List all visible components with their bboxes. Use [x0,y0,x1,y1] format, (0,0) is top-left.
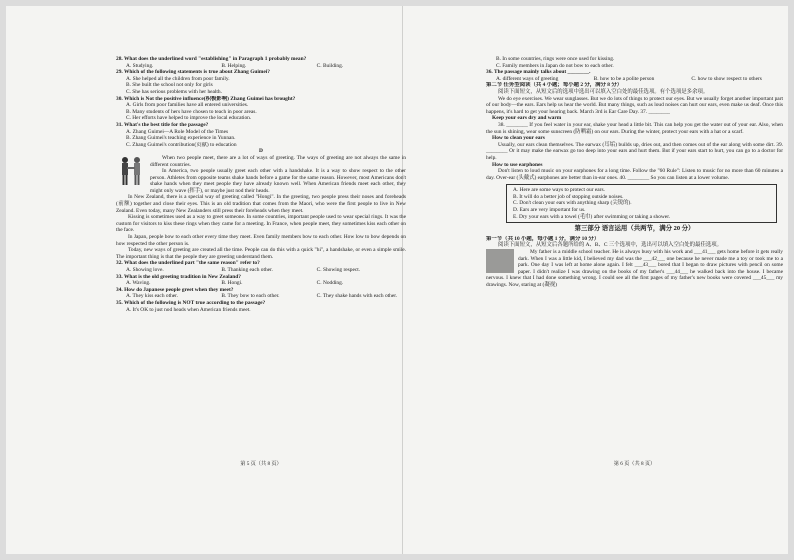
right-page: B. In some countries, rings were once used for kissing. C. Family members in Japan do not bow to each other. 36. The passage mainly talks about ________. A. different ways of greeting B. how to be a polite person C. how to show respect to others 第二节 任务型阅读（共 4 小题；每小题 2 分，满分 8 分） 阅读下面短文，从短文后的选项中选出可以填入空白处的最佳选项。有个选项是多余项。 We do eye exercises. We wear sunglasses. But we do lots of things to protect our eyes. But we usually forget another important part of our body—the ears. Ears help us hear the world. But many things, such as loud noises can hurt our ears, even make us deaf. Once this happens, it's hard to get your hearing back. March 3rd is Ear Care Day. 37. ________ Keep your ears dry and warm 38. ________ If you feel water in your ear, shake your head a little bit. This can help you get the water out of your ear. Also, when the sun is shining, wear some sunscreen (防晒霜) on our ears. During the winter, protect your ears with a hat or a scarf. How to clean your ears Usually, our ears clean themselves. The earwax (耳垢) builds up, dries out, and then comes out of the ear along with some dirt. 39. ________ Or it may make the earwax go too deep into your ears and hurt them. But if your ears start to hurt, you can go to a doctor for help. How to use earphones Don't listen to loud music on your earphones for a long time. Follow the "60 Rule": Listen to music for no more than 60 minutes a day. Over-ear (头戴式) earphones are better than in-ear ones. 40. ________ So you can listen at a lower volume. A. Here are some ways to protect our ears. B. It will do a better job of stopping outside noises. C. Don't clean your ears with anything sharp (尖锐的). D. Ears are very important for us. E. Dry your ears with a towel (毛巾) after swimming or taking a shower. 第三部分 语言运用（共两节，满分 20 分） 第一节（共 10 小题，每小题 1 分，满分 10 分） 阅读下面短文，从短文后各题所给的 A、B、C 三个选项中，选出可以填入空白处的最佳选项。 My father is a middle school teacher. He is always busy with his work and ___41___ gets home before it gets really dark. When I was a little kid, I believed my dad was the ___42___ one because he never made me a toy or took me to a park. One day I was left at home alone again. I felt ___43___ bored that I began to draw pictures with pencil on some paper. I didn't realize I was drawing on the books of my father's ___44___ he walked back into the house. I became nervous. I knew that I had done something wrong. I could see all the first pages of my father's new books were covered ___45___ my drawings. Now, staring at (凝视) 第 6 页（共 8 页） [486,56,783,467]
options-34 [116,293,406,300]
question-36: 36. The passage mainly talks about ________. [486,69,591,76]
option: A. She helped all the children from poor family. [126,75,230,82]
question-30: 30. Which is Not the positive influence(积极影响) Zhang Guimei has brought? [116,95,296,102]
left-page: 28. What does the underlined word "establishing" in Paragraph 1 probably mean? A. Studying. B. Helping. C. Building. 29. Which of the following statements is true about Zhang Guimei? A. She helped all the children from poor family. B. She built the school not only for girls C. She has serious problems with her health. 30. Which is Not the positive influence(积极影响) Zhang Guimei has brought? A. Girls from poor families have all entered universities. B. Many students of hers have chosen to teach in poor areas. C. Her efforts have helped to improve the local education. 31. What's the best title for the passage? A. Zhang Guimei—A Role Model of the Times B. Zhang Guimei's teaching experience in Yunnan. C. Zhang Guimei's contribution(贡献) to education D When two people meet, there are a lot of ways of greeting. The ways of greeting are not always the same in different countries. In America, two people usually greet each other with a handshake. It is a way to show respect to the other person. Athletes from opposite teams shake hands before a game for the same reason. However, most Americans don't shake hands when they meet people they have already known well. When American friends meet each other, they might only wave (挥手), or maybe just nod their heads. In New Zealand, there is a special way of greeting called "Hongi". In the greeting, two people press their noses and foreheads (前额) together and close their eyes. This is an old tradition that comes from the Maori, who were the first people to live in New Zealand. Even today, many New Zealanders still press their foreheads when they meet. Kissing is sometimes used as a way to greet someone. In some countries, important people used to wear special rings. It was the custom for visitors to kiss these rings when they came for a meeting. In France, when people meet, they sometimes kiss each other on the face. In Japan, people bow to each other every time they meet. Even family members bow to each other. How low to bow depends on how respected the other person is. Today, new ways of greeting are created all the time. People can do this with a quick "hi", a handshake, or even a simple smile. The important thing is that the people they are greeting understand them. 32. What does the underlined part "the same reason" refer to? A. Showing love. B. Thanking each other. C. Showing respect. 33. What is the old greeting tradition in New Zealand? A. Waving. B. Hongi. C. Nodding. 34. How do Japanese people greet when they meet? A. They kiss each other. B. They bow to each other. C. They shake hands with each other. 35. Which of the following is NOT true according to the passage? A. It's OK to just nod heads when American friends meet. 第 5 页（共 8 页） [116,56,407,467]
text: greeting are not always the same in different countries. [150,154,406,168]
option: C. Showing respect. [316,267,361,273]
option: B. Hongi. [221,280,243,287]
section-1-instructions: 阅读下面短文，从短文后各题所给的 A、B、C 三个选项中，选出可以填入空白处的最佳选项。 [498,242,723,249]
subheading-clean: How to clean your ears [492,135,545,142]
option: A. They kiss each other. [126,293,178,300]
handshake-illustration [116,155,146,187]
section-2-instructions: 阅读下面短文，从短文后的选项中选出可以填入空白处的最佳选项。有个选项是多余项。 [498,88,709,95]
option: C. Her efforts have helped to improve the local education. [126,115,252,122]
section-1-title: 第一节（共 10 小题，每小题 1 分，满分 10 分） [486,235,600,242]
option: A. Showing love. [126,267,164,273]
option: C. Family members in Japan do not bow to each other. [496,62,614,69]
option: C. Nodding. [316,280,344,287]
option: B. She built the school not only for girls [126,82,213,89]
options-28 [116,63,406,70]
option: A. Girls from poor families have all entered universities. [126,102,249,109]
section-d-heading: D [259,148,263,155]
option: C. They shake hands with each other. [316,293,398,300]
option: B. Many students of hers have chosen to teach in poor areas. [126,108,257,115]
passage-para1: We do eye exercises. We wear sunglasses. But we do lots of things to protect our eyes. But we usually forget another important part of our body—the ears. Ears help us hear the world. But many things, such as loud noises can hurt our ears, even make us deaf. Once this happens, it's hard to get your hearing back. March 3rd is Ear Care Day. 37. ________ [486,95,783,115]
option: B. In some countries, rings were once used for kissing. [496,56,615,62]
passage-d-para4: Kissing is sometimes used as a way to greet someone. In some countries, important people used to wear special rings. It was the custom for visitors to kiss these rings when they came for a meeting. In France, when people meet, they sometimes kiss each other on the face. [116,214,406,234]
part-3-title: 第三部分 语言运用（共两节，满分 20 分） [574,225,695,233]
question-32: 32. What does the underlined part "the same reason" refer to? [116,260,260,267]
child-photo [486,249,514,273]
options-36 [486,76,783,83]
option: B. how to be a polite person [593,75,655,82]
box-option: C. Don't clean your ears with anything sharp (尖锐的). [513,200,632,207]
option: A. Waving. [126,280,151,287]
option: B. Thanking each other. [221,267,273,273]
text: In America, two people usually greet each other with a handshake. It is a [162,168,330,175]
box-option: A. Here are some ways to protect our ears. [513,187,605,194]
option: A. Zhang Guimei—A Role Model of the Times [126,128,229,135]
question-29: 29. Which of the following statements is true about Zhang Guimei? [116,69,270,76]
text: When two people meet, there are a lot of ways of greeting. The ways of [162,154,325,161]
passage-d-para5: In Japan, people bow to each other every time they meet. Even family members bow to each other. How low to bow depends on how respected the other person is. [116,234,406,247]
question-34: 34. How do Japanese people greet when they meet? [116,286,234,293]
option: C. how to show respect to others [691,75,762,82]
passage-para4: Don't listen to loud music on your earphones for a long time. Follow the "60 Rule": Listen to music for no more than 60 minutes a day. Over-ear (头戴式) earphones are better than in-ear ones. 40. ________ So you can listen at a lower volume. [486,168,783,181]
option: B. Helping. [221,62,247,69]
text: way to show respect to the other person. Athletes from opposite teams shake [150,168,406,181]
question-33: 33. What is the old greeting tradition in New Zealand? [116,273,241,280]
option: A. Studying. [126,62,154,69]
options-33 [116,280,406,287]
question-28: 28. What does the underlined word "establishing" in Paragraph 1 probably mean? [116,56,307,62]
section-2-title: 第二节 任务型阅读（共 4 小题；每小题 2 分，满分 8 分） [486,82,623,89]
box-option: D. Ears are very important for us. [513,207,586,214]
passage-d-para2 [116,168,406,194]
cloze-passage: My father is a middle school teacher. He is always busy with his work and ___41___ gets home before it gets really dark. When I was a little kid, I believed my dad was the ___42___ one because he never made me a toy or took me to a park. One day I was left at home alone again. I felt ___43___ bored that I began to draw pictures with pencil on some paper. I didn't realize I was drawing on the books of my father's ___44___ he walked back into the house. I became nervous. I knew that I had done something wrong. I could see all the first pages of my father's new books were covered ___45___ my drawings. Now, staring at (凝视) [486,249,783,288]
question-35: 35. Which of the following is NOT true according to the passage? [116,299,266,306]
option: B. Zhang Guimei's teaching experience in Yunnan. [126,135,236,142]
subheading-earphones: How to use earphones [492,161,543,168]
text: hands before a game for the same reason. However, most Americans don't shake hands when they meet people they have already known well. When American friends meet each other, they might only wave (挥手), or maybe just nod their heads. [150,174,407,194]
exam-sheet [6,6,788,554]
option: A. It's OK to just nod heads when American friends meet. [126,306,251,313]
passage-para3: Usually, our ears clean themselves. The earwax (耳垢) builds up, dries out, and then comes out of the ear along with some dirt. 39. ________ Or it may make the earwax go too deep into your ears and hurt them. But if your ears start to hurt, you can go to a doctor for help. [486,141,783,161]
box-option: B. It will do a better job of stopping outside noises. [513,193,624,200]
passage-para2: 38. ________ If you feel water in your ear, shake your head a little bit. This can help you get the water out of your ear. Also, when the sun is shining, wear some sunscreen (防晒霜) on our ears. During the winter, protect your ears with a hat or a scarf. [486,121,783,135]
option: C. Building. [316,62,344,69]
passage-d-para6: Today, new ways of greeting are created all the time. People can do this with a quick "hi", a handshake, or even a simple smile. The important thing is that the people they are greeting understand them. [116,247,406,260]
box-option: E. Dry your ears with a towel (毛巾) after swimming or taking a shower. [513,213,671,220]
option: A. different ways of greeting [496,75,559,82]
question-31: 31. What's the best title for the passage? [116,121,209,128]
options-box [506,184,777,223]
passage-d-para1 [116,155,406,168]
subheading-dry-warm: Keep your ears dry and warm [492,115,562,122]
option: B. They bow to each other. [221,293,280,300]
option: C. Zhang Guimei's contribution(贡献) to education [126,141,237,148]
passage-d-para3: In New Zealand, there is a special way of greeting called "Hongi". In the greeting, two people press their noses and foreheads (前额) together and close their eyes. This is an old tradition that comes from the Maori, who were the first people to live in New Zealand. Even today, many New Zealanders still press their foreheads when they meet. [116,194,406,214]
option: C. She has serious problems with her health. [126,88,222,95]
options-32 [116,267,406,274]
